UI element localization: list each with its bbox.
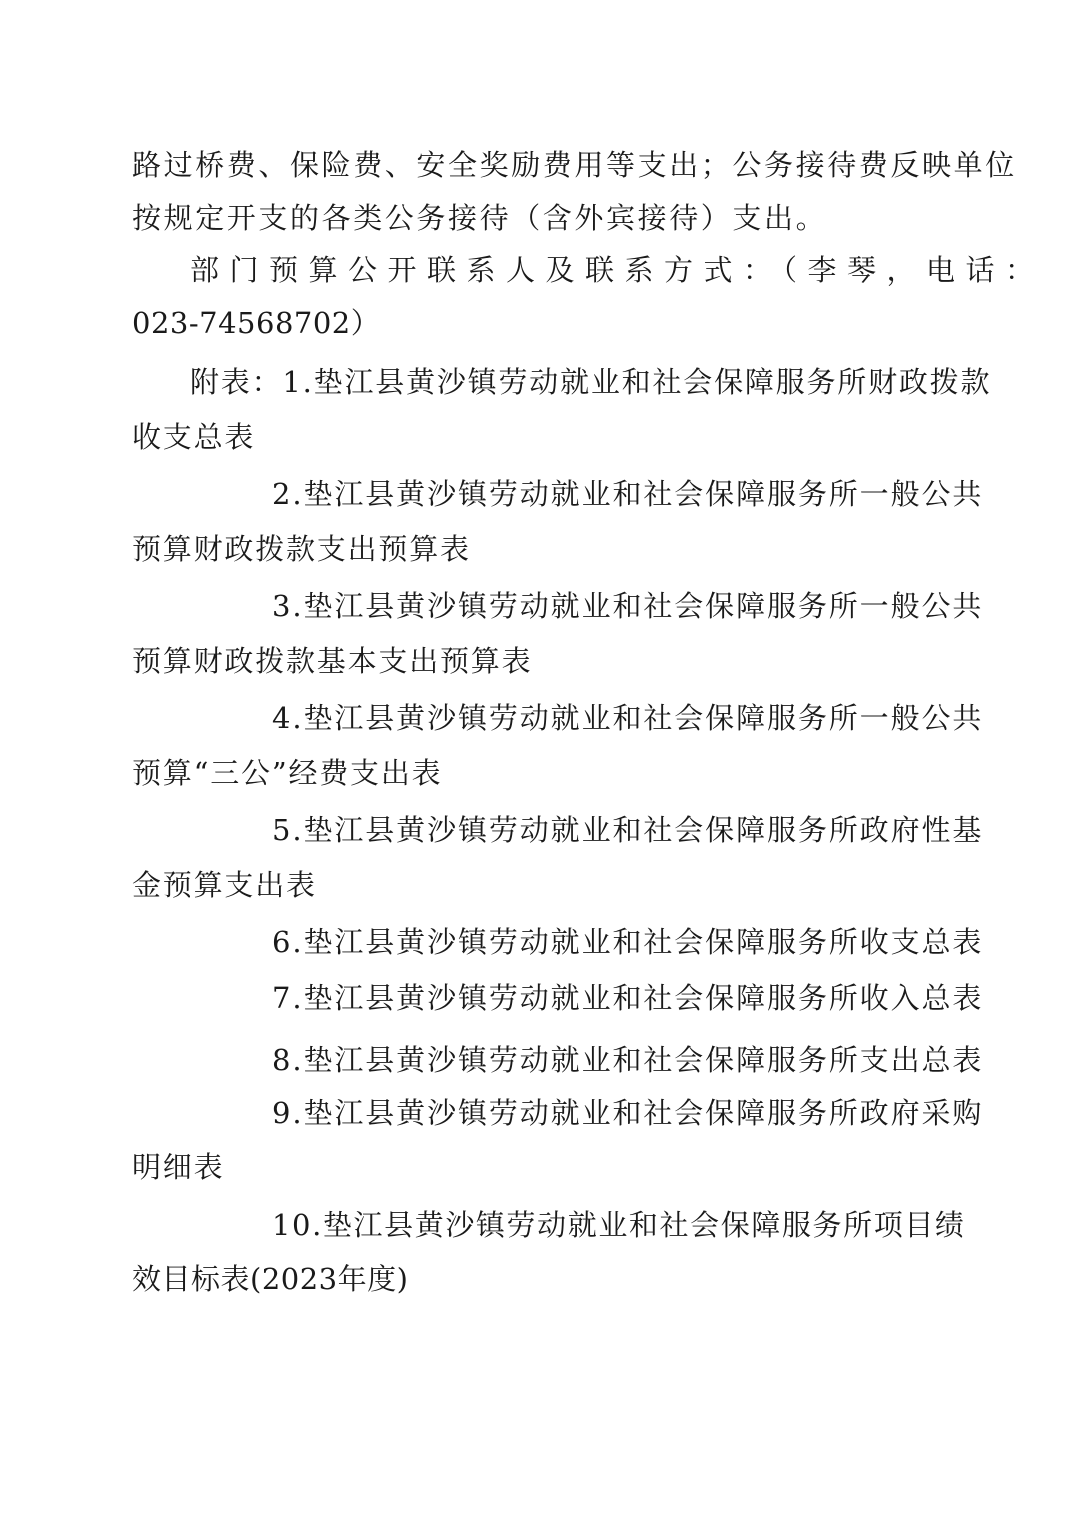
contact-line-1: 部门预算公开联系人及联系方式：（李琴，电话： — [190, 253, 1045, 287]
attachment-9-line-1: 9.垫江县黄沙镇劳动就业和社会保障服务所政府采购 — [272, 1096, 984, 1130]
attachment-3-line-2: 预算财政拨款基本支出预算表 — [132, 644, 533, 678]
attachment-1-line-1: 附表：1.垫江县黄沙镇劳动就业和社会保障服务所财政拨款 — [190, 365, 992, 399]
expense-paragraph-line-2: 按规定开支的各类公务接待（含外宾接待）支出。 — [132, 201, 828, 235]
attachment-5-line-1: 5.垫江县黄沙镇劳动就业和社会保障服务所政府性基 — [272, 813, 984, 847]
attachment-10-line-2: 效目标表(2023年度) — [132, 1262, 409, 1296]
attachment-7-line-1: 7.垫江县黄沙镇劳动就业和社会保障服务所收入总表 — [272, 981, 984, 1015]
attachment-1-line-2: 收支总表 — [132, 420, 256, 454]
contact-line-2: 023-74568702） — [132, 306, 381, 340]
attachment-8-line-1: 8.垫江县黄沙镇劳动就业和社会保障服务所支出总表 — [272, 1043, 984, 1077]
attachment-4-line-2: 预算“三公”经费支出表 — [132, 756, 443, 790]
attachment-5-line-2: 金预算支出表 — [132, 868, 317, 902]
attachment-2-line-2: 预算财政拨款支出预算表 — [132, 532, 471, 566]
attachment-3-line-1: 3.垫江县黄沙镇劳动就业和社会保障服务所一般公共 — [272, 589, 984, 623]
attachment-10-line-1: 10.垫江县黄沙镇劳动就业和社会保障服务所项目绩 — [272, 1208, 966, 1242]
attachment-2-line-1: 2.垫江县黄沙镇劳动就业和社会保障服务所一般公共 — [272, 477, 984, 511]
attachment-4-line-1: 4.垫江县黄沙镇劳动就业和社会保障服务所一般公共 — [272, 701, 984, 735]
expense-paragraph-line-1: 路过桥费、保险费、安全奖励费用等支出；公务接待费反映单位 — [132, 148, 1017, 182]
attachment-6-line-1: 6.垫江县黄沙镇劳动就业和社会保障服务所收支总表 — [272, 925, 984, 959]
attachment-9-line-2: 明细表 — [132, 1150, 225, 1184]
